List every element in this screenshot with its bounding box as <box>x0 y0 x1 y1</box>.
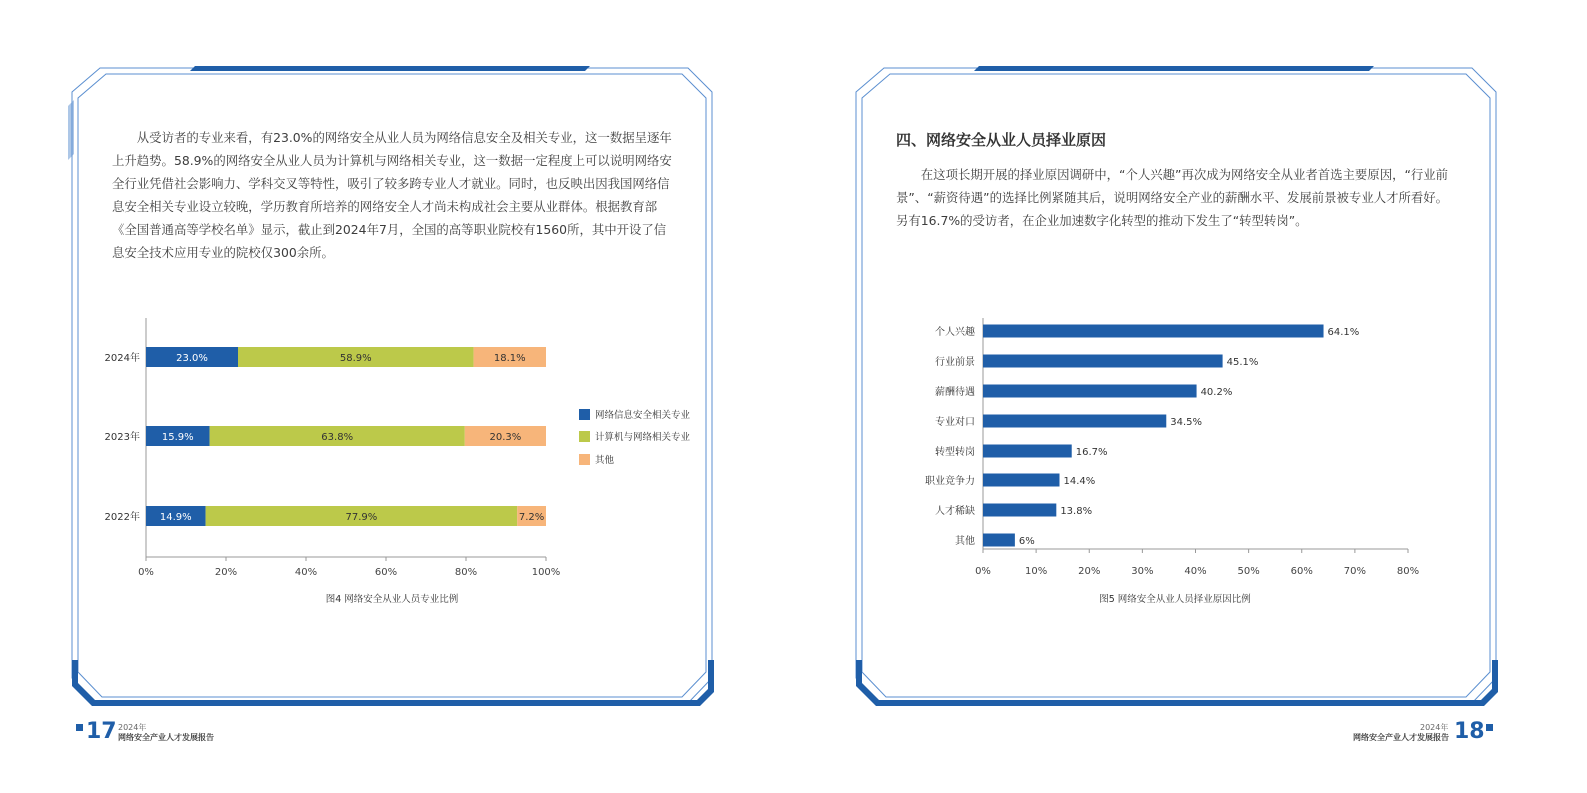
data-label: 40.2% <box>1200 387 1233 398</box>
legend-label: 计算机与网络相关专业 <box>595 432 691 443</box>
right-paragraph-text: 在这项长期开展的择业原因调研中，“个人兴趣”再次成为网络安全从业者首选主要原因，“行业前景”、“薪资待遇”的选择比例紧随其后，说明网络安全产业的薪酬水平、发展前景被专业人才所看好。另有16.7%的受访者，在企业加速数字化转型的推动下发生了“转型转岗”。 <box>896 167 1449 228</box>
category-label: 行业前景 <box>935 357 975 368</box>
legend-swatch <box>579 454 590 465</box>
x-tick-label: 70% <box>1343 566 1366 577</box>
bar <box>983 474 1060 487</box>
chart-caption: 图4 网络安全从业人员专业比例 <box>325 594 459 605</box>
data-label: 34.5% <box>1170 417 1203 428</box>
data-label: 63.8% <box>321 432 354 443</box>
footer-title-left: 网络安全产业人才发展报告 <box>118 733 214 742</box>
page-marker-square <box>76 724 83 731</box>
category-label: 职业竞争力 <box>925 476 975 487</box>
data-label: 7.2% <box>518 512 545 523</box>
data-label: 14.4% <box>1063 476 1096 487</box>
legend-swatch <box>579 431 590 442</box>
data-label: 18.1% <box>493 353 526 364</box>
bar <box>983 385 1197 398</box>
page-number-right: 18 <box>1454 719 1485 744</box>
figure5-chart <box>794 0 1587 793</box>
category-label: 薪酬待遇 <box>935 387 975 398</box>
x-tick-label: 40% <box>294 567 318 578</box>
x-tick-label: 80% <box>1396 566 1420 577</box>
data-label: 16.7% <box>1075 447 1108 458</box>
category-label: 个人兴趣 <box>935 327 975 338</box>
bar <box>983 415 1166 428</box>
bar <box>983 534 1015 547</box>
category-label: 专业对口 <box>935 417 975 428</box>
bar <box>983 355 1223 368</box>
legend-label: 网络信息安全相关专业 <box>595 410 691 421</box>
category-label: 2023年 <box>104 432 140 443</box>
data-label: 23.0% <box>176 353 208 364</box>
footer-year-left: 2024年 <box>118 723 147 732</box>
bar <box>983 325 1324 338</box>
page-marker-square <box>1486 724 1493 731</box>
figure4-chart <box>0 0 793 793</box>
x-tick-label: 100% <box>531 567 561 578</box>
data-label: 45.1% <box>1226 357 1259 368</box>
x-tick-label: 40% <box>1184 566 1207 577</box>
data-label: 14.9% <box>159 512 192 523</box>
category-label: 其他 <box>955 536 975 547</box>
x-tick-label: 30% <box>1131 566 1154 577</box>
x-tick-label: 20% <box>214 567 238 578</box>
x-tick-label: 60% <box>374 567 398 578</box>
x-tick-label: 0% <box>975 566 991 577</box>
data-label: 15.9% <box>161 432 194 443</box>
x-tick-label: 80% <box>454 567 478 578</box>
category-label: 2022年 <box>104 512 140 523</box>
category-label: 人才稀缺 <box>935 506 975 517</box>
x-tick-label: 20% <box>1078 566 1101 577</box>
bar <box>983 504 1056 517</box>
legend-label: 其他 <box>595 455 615 466</box>
right-page <box>794 0 1587 793</box>
data-label: 6% <box>1018 536 1035 547</box>
left-paragraph-text: 从受访者的专业来看，有23.0%的网络安全从业人员为网络信息安全及相关专业，这一数据呈逐年上升趋势。58.9%的网络安全从业人员为计算机与网络相关专业，这一数据一定程度上可以说明网络安全行业凭借社会影响力、学科交叉等特性，吸引了较多跨专业人才就业。同时，也反映出因我国网络信息安全相关专业设立较晚，学历教育所培养的网络安全人才尚未构成社会主要从业群体。根据教育部《全国普通高等学校名单》显示，截止到2024年7月，全国的高等职业院校有1560所，其中开设了信息安全技术应用专业的院校仅300余所。 <box>112 130 672 260</box>
x-tick-label: 50% <box>1237 566 1260 577</box>
data-label: 64.1% <box>1327 327 1360 338</box>
page-number-left: 17 <box>86 719 117 744</box>
data-label: 20.3% <box>489 432 522 443</box>
data-label: 58.9% <box>339 353 372 364</box>
data-label: 77.9% <box>345 512 378 523</box>
section-heading: 四、网络安全从业人员择业原因 <box>896 131 1107 149</box>
x-tick-label: 0% <box>138 567 154 578</box>
footer-year-right: 2024年 <box>1420 723 1449 732</box>
legend-swatch <box>579 409 590 420</box>
bar <box>983 445 1072 458</box>
category-label: 转型转岗 <box>935 447 975 458</box>
footer-title-right: 网络安全产业人才发展报告 <box>1353 733 1449 742</box>
data-label: 13.8% <box>1060 506 1093 517</box>
left-page <box>0 0 793 793</box>
x-tick-label: 60% <box>1290 566 1313 577</box>
category-label: 2024年 <box>104 353 140 364</box>
x-tick-label: 10% <box>1025 566 1048 577</box>
chart-caption: 图5 网络安全从业人员择业原因比例 <box>1099 594 1251 605</box>
